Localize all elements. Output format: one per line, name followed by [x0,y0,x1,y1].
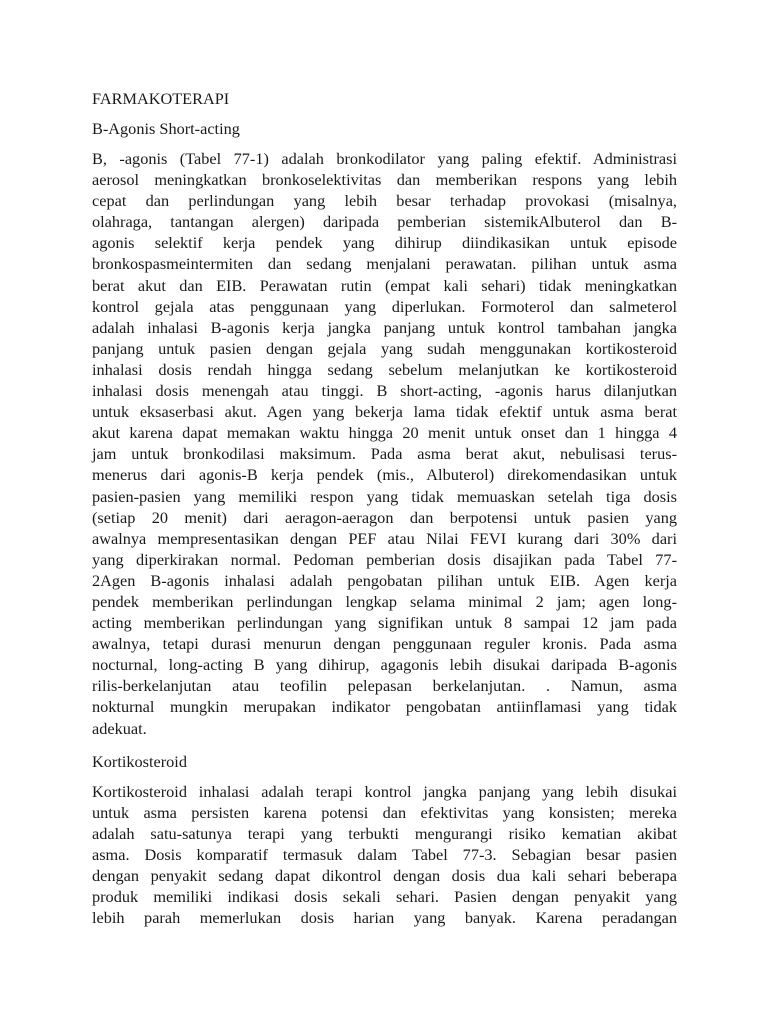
text-line: akut karena dapat memakan waktu hingga 20 menit untuk onset dan 1 hingga 4 [92,423,677,443]
section-heading-kortikosteroid: Kortikosteroid [92,751,187,771]
section-heading-b-agonis: B-Agonis Short-acting [92,119,240,138]
text-line: adalah satu-satunya terapi yang terbukti mengurangi risiko kematian akibat [92,823,677,843]
text-line: inhalasi dosis rendah hingga sedang sebelum melanjutkan ke kortikosteroid [92,359,677,379]
document-title: FARMAKOTERAPI [92,89,230,108]
text-line: agonis selektif kerja pendek yang dihirup diindikasikan untuk episode [92,233,677,253]
text-line: cepat dan perlindungan yang lebih besar terhadap provokasi (misalnya, [92,191,677,211]
text-line: nocturnal, long-acting B yang dihirup, agagonis lebih disukai daripada B-agonis [92,655,677,675]
text-line: aerosol meningkatkan bronkoselektivitas dan memberikan respons yang lebih [92,170,677,190]
text-line: panjang untuk pasien dengan gejala yang sudah menggunakan kortikosteroid [92,338,677,358]
text-line: jam untuk bronkodilasi maksimum. Pada asma berat akut, nebulisasi terus- [92,444,677,464]
text-line: bronkospasmeintermiten dan sedang menjalani perawatan. pilihan untuk asma [92,254,677,274]
text-line: asma. Dosis komparatif termasuk dalam Tabel 77-3. Sebagian besar pasien [92,844,677,864]
text-line: B, -agonis (Tabel 77-1) adalah bronkodilator yang paling efektif. Administrasi [92,149,677,168]
text-line: awalnya, tetapi durasi menurun dengan penggunaan reguler kronis. Pada asma [92,634,677,654]
text-line: Kortikosteroid inhalasi adalah terapi kontrol jangka panjang yang lebih disukai [92,781,677,801]
text-line: adekuat. [92,718,147,738]
text-line: untuk eksaserbasi akut. Agen yang bekerja lama tidak efektif untuk asma berat [92,402,677,422]
text-line: acting memberikan perlindungan yang signifikan untuk 8 sampai 12 jam pada [92,613,677,633]
text-line: yang diperkirakan normal. Pedoman pemberian dosis disajikan pada Tabel 77- [92,549,677,569]
text-line: pasien-pasien yang memiliki respon yang tidak memuaskan setelah tiga dosis [92,486,677,506]
text-line: (setiap 20 menit) dari aeragon-aeragon dan berpotensi untuk pasien yang [92,507,677,527]
text-line: adalah inhalasi B-agonis kerja jangka panjang untuk kontrol tambahan jangka [92,317,677,337]
text-line: produk memiliki indikasi dosis sekali sehari. Pasien dengan penyakit yang [92,887,677,907]
text-line: pendek memberikan perlindungan lengkap selama minimal 2 jam; agen long- [92,591,677,611]
text-line: lebih parah memerlukan dosis harian yang banyak. Karena peradangan [92,908,677,928]
text-line: untuk asma persisten karena potensi dan efektivitas yang konsisten; mereka [92,802,677,822]
text-line: rilis-berkelanjutan atau teofilin pelepasan berkelanjutan. . Namun, asma [92,676,677,696]
text-line: nokturnal mungkin merupakan indikator pengobatan antiinflamasi yang tidak [92,697,677,717]
text-line: menerus dari agonis-B kerja pendek (mis., Albuterol) direkomendasikan untuk [92,465,677,485]
paragraph-b-agonis [92,148,677,739]
paragraph-kortikosteroid [92,781,677,929]
text-line: inhalasi dosis menengah atau tinggi. B short-acting, -agonis harus dilanjutkan [92,381,677,401]
text-line: dengan penyakit sedang dapat dikontrol dengan dosis dua kali sehari beberapa [92,866,677,885]
text-line: olahraga, tantangan alergen) daripada pemberian sistemikAlbuterol dan B- [92,212,677,232]
text-line: 2Agen B-agonis inhalasi adalah pengobatan pilihan untuk EIB. Agen kerja [92,570,677,590]
text-line: kontrol gejala atas penggunaan yang diperlukan. Formoterol dan salmeterol [92,296,677,316]
text-line: berat akut dan EIB. Perawatan rutin (empat kali sehari) tidak meningkatkan [92,275,677,295]
text-line: awalnya mempresentasikan dengan PEF atau Nilai FEVI kurang dari 30% dari [92,528,677,548]
